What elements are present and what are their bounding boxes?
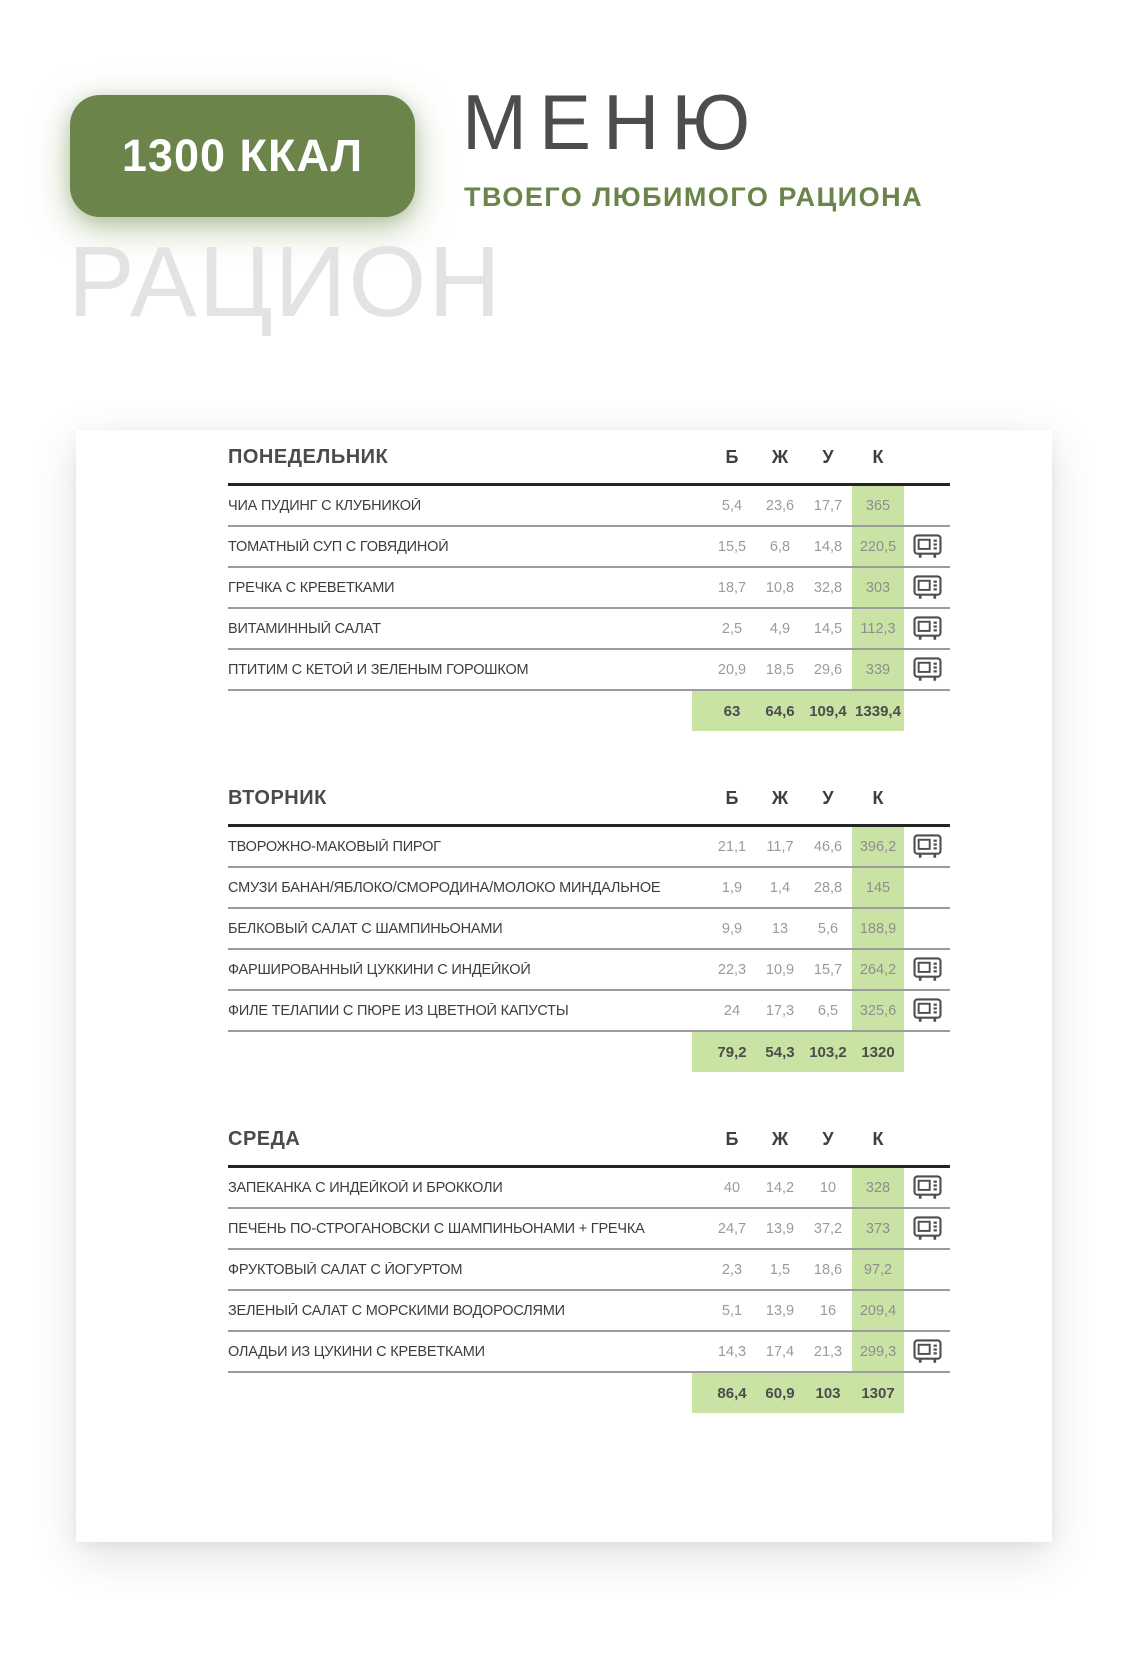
kcal-value: 112,3 bbox=[852, 609, 904, 648]
day-header bbox=[228, 446, 950, 469]
protein-value: 5,4 bbox=[721, 497, 743, 514]
microwave-icon bbox=[913, 534, 942, 559]
dish-name: СМУЗИ БАНАН/ЯБЛОКО/СМОРОДИНА/МОЛОКО МИНДАЛЬНОЕ bbox=[228, 879, 661, 896]
dish-row bbox=[228, 609, 950, 650]
microwave-icon bbox=[913, 616, 942, 641]
dish-row bbox=[228, 1250, 950, 1291]
page-subtitle: ТВОЕГО ЛЮБИМОГО РАЦИОНА bbox=[464, 182, 924, 212]
carbs-value: 5,6 bbox=[817, 920, 839, 937]
dish-name: ЗЕЛЕНЫЙ САЛАТ С МОРСКИМИ ВОДОРОСЛЯМИ bbox=[228, 1302, 565, 1319]
day-title: ВТОРНИК bbox=[228, 787, 327, 809]
column-header-fat: Ж bbox=[771, 447, 789, 467]
carbs-value: 17,7 bbox=[813, 497, 843, 514]
totals-end-spacer bbox=[904, 691, 950, 731]
carbs-value: 32,8 bbox=[813, 579, 843, 596]
dish-name: ФАРШИРОВАННЫЙ ЦУККИНИ С ИНДЕЙКОЙ bbox=[228, 961, 531, 978]
protein-value: 1,9 bbox=[721, 879, 743, 896]
dish-row bbox=[228, 827, 950, 868]
dish-name: ОЛАДЬИ ИЗ ЦУКИНИ С КРЕВЕТКАМИ bbox=[228, 1343, 485, 1360]
calorie-badge: 1300 ККАЛ bbox=[70, 95, 415, 217]
microwave-icon-slot bbox=[904, 1332, 950, 1371]
microwave-icon bbox=[913, 657, 942, 682]
day-totals-row bbox=[228, 1373, 950, 1413]
dish-name: ЗАПЕКАНКА С ИНДЕЙКОЙ И БРОККОЛИ bbox=[228, 1179, 503, 1196]
carbs-value: 29,6 bbox=[813, 661, 843, 678]
total-carbs: 109,4 bbox=[809, 702, 847, 720]
carbs-value: 15,7 bbox=[813, 961, 843, 978]
total-fat: 54,3 bbox=[765, 1043, 795, 1061]
microwave-icon-slot bbox=[904, 827, 950, 866]
kcal-value: 299,3 bbox=[852, 1332, 904, 1371]
total-fat: 64,6 bbox=[765, 702, 795, 720]
carbs-value: 46,6 bbox=[813, 838, 843, 855]
total-protein: 63 bbox=[723, 702, 741, 720]
day-section bbox=[228, 446, 950, 731]
carbs-value: 37,2 bbox=[813, 1220, 843, 1237]
fat-value: 13 bbox=[771, 920, 789, 937]
totals-spacer bbox=[228, 691, 692, 731]
microwave-icon-slot bbox=[904, 650, 950, 689]
total-carbs: 103,2 bbox=[809, 1043, 847, 1061]
carbs-value: 21,3 bbox=[813, 1343, 843, 1360]
carbs-value: 10 bbox=[819, 1179, 837, 1196]
microwave-icon-slot bbox=[904, 1168, 950, 1207]
kcal-value: 396,2 bbox=[852, 827, 904, 866]
kcal-value: 325,6 bbox=[852, 991, 904, 1030]
fat-value: 6,8 bbox=[769, 538, 791, 555]
column-header-kcal: К bbox=[872, 1129, 884, 1149]
dish-row bbox=[228, 868, 950, 909]
kcal-value: 145 bbox=[852, 868, 904, 907]
dish-name: ФИЛЕ ТЕЛАПИИ С ПЮРЕ ИЗ ЦВЕТНОЙ КАПУСТЫ bbox=[228, 1002, 569, 1019]
column-header-protein: Б bbox=[725, 447, 739, 467]
protein-value: 22,3 bbox=[717, 961, 747, 978]
column-header-carbs: У bbox=[822, 447, 834, 467]
total-fat: 60,9 bbox=[765, 1384, 795, 1402]
fat-value: 23,6 bbox=[765, 497, 795, 514]
fat-value: 10,8 bbox=[765, 579, 795, 596]
dish-name: ТВОРОЖНО-МАКОВЫЙ ПИРОГ bbox=[228, 838, 441, 855]
column-header-protein: Б bbox=[725, 1129, 739, 1149]
dish-row bbox=[228, 909, 950, 950]
kcal-value: 339 bbox=[852, 650, 904, 689]
kcal-value: 328 bbox=[852, 1168, 904, 1207]
fat-value: 14,2 bbox=[765, 1179, 795, 1196]
microwave-icon-slot bbox=[904, 1250, 950, 1289]
protein-value: 2,5 bbox=[721, 620, 743, 637]
carbs-value: 14,8 bbox=[813, 538, 843, 555]
microwave-icon bbox=[913, 1216, 942, 1241]
microwave-icon-slot bbox=[904, 868, 950, 907]
dish-row bbox=[228, 1168, 950, 1209]
totals-spacer bbox=[228, 1373, 692, 1413]
dish-name: ГРЕЧКА С КРЕВЕТКАМИ bbox=[228, 579, 395, 596]
kcal-value: 220,5 bbox=[852, 527, 904, 566]
dish-row bbox=[228, 950, 950, 991]
day-section bbox=[228, 1128, 950, 1413]
kcal-value: 97,2 bbox=[852, 1250, 904, 1289]
page-title: МЕНЮ bbox=[462, 78, 763, 166]
protein-value: 20,9 bbox=[717, 661, 747, 678]
fat-value: 1,4 bbox=[769, 879, 791, 896]
protein-value: 15,5 bbox=[717, 538, 747, 555]
day-title: СРЕДА bbox=[228, 1128, 301, 1150]
kcal-value: 188,9 bbox=[852, 909, 904, 948]
carbs-value: 18,6 bbox=[813, 1261, 843, 1278]
kcal-value: 373 bbox=[852, 1209, 904, 1248]
protein-value: 24,7 bbox=[717, 1220, 747, 1237]
microwave-icon-slot bbox=[904, 1291, 950, 1330]
dish-name: ФРУКТОВЫЙ САЛАТ С ЙОГУРТОМ bbox=[228, 1261, 463, 1278]
dish-row bbox=[228, 527, 950, 568]
dish-row bbox=[228, 1209, 950, 1250]
total-kcal: 1320 bbox=[861, 1043, 895, 1061]
microwave-icon-slot bbox=[904, 486, 950, 525]
dish-name: ПЕЧЕНЬ ПО-СТРОГАНОВСКИ С ШАМПИНЬОНАМИ + ГРЕЧКА bbox=[228, 1220, 645, 1237]
fat-value: 10,9 bbox=[765, 961, 795, 978]
dish-row bbox=[228, 991, 950, 1032]
total-protein: 79,2 bbox=[717, 1043, 747, 1061]
carbs-value: 28,8 bbox=[813, 879, 843, 896]
totals-band bbox=[692, 1032, 904, 1072]
kcal-value: 365 bbox=[852, 486, 904, 525]
microwave-icon bbox=[913, 575, 942, 600]
column-header-carbs: У bbox=[822, 1129, 834, 1149]
total-kcal: 1339,4 bbox=[855, 702, 901, 720]
microwave-icon-slot bbox=[904, 991, 950, 1030]
microwave-icon-slot bbox=[904, 1209, 950, 1248]
dish-name: ЧИА ПУДИНГ С КЛУБНИКОЙ bbox=[228, 497, 422, 514]
kcal-value: 264,2 bbox=[852, 950, 904, 989]
fat-value: 11,7 bbox=[766, 838, 794, 855]
protein-value: 2,3 bbox=[721, 1261, 743, 1278]
protein-value: 14,3 bbox=[717, 1343, 747, 1360]
dish-name: ВИТАМИННЫЙ САЛАТ bbox=[228, 620, 381, 637]
carbs-value: 14,5 bbox=[813, 620, 843, 637]
totals-end-spacer bbox=[904, 1032, 950, 1072]
dish-row bbox=[228, 650, 950, 691]
fat-value: 13,9 bbox=[765, 1220, 795, 1237]
dish-rows bbox=[228, 1165, 950, 1373]
day-header bbox=[228, 787, 950, 810]
totals-band bbox=[692, 691, 904, 731]
fat-value: 17,4 bbox=[765, 1343, 795, 1360]
column-header-protein: Б bbox=[725, 788, 739, 808]
kcal-value: 209,4 bbox=[852, 1291, 904, 1330]
fat-value: 1,5 bbox=[769, 1261, 791, 1278]
microwave-icon-slot bbox=[904, 568, 950, 607]
fat-value: 18,5 bbox=[765, 661, 795, 678]
kcal-value: 303 bbox=[852, 568, 904, 607]
protein-value: 40 bbox=[723, 1179, 741, 1196]
microwave-icon-slot bbox=[904, 950, 950, 989]
fat-value: 13,9 bbox=[765, 1302, 795, 1319]
totals-end-spacer bbox=[904, 1373, 950, 1413]
totals-spacer bbox=[228, 1032, 692, 1072]
dish-row bbox=[228, 568, 950, 609]
day-header bbox=[228, 1128, 950, 1151]
column-header-carbs: У bbox=[822, 788, 834, 808]
dish-name: ТОМАТНЫЙ СУП С ГОВЯДИНОЙ bbox=[228, 538, 449, 555]
microwave-icon bbox=[913, 1175, 942, 1200]
column-header-fat: Ж bbox=[771, 788, 789, 808]
day-title: ПОНЕДЕЛЬНИК bbox=[228, 446, 389, 468]
microwave-icon-slot bbox=[904, 527, 950, 566]
microwave-icon bbox=[913, 957, 942, 982]
column-header-kcal: К bbox=[872, 447, 884, 467]
dish-row bbox=[228, 486, 950, 527]
protein-value: 9,9 bbox=[721, 920, 743, 937]
microwave-icon bbox=[913, 1339, 942, 1364]
column-header-fat: Ж bbox=[771, 1129, 789, 1149]
protein-value: 5,1 bbox=[721, 1302, 743, 1319]
column-header-kcal: К bbox=[872, 788, 884, 808]
dish-row bbox=[228, 1291, 950, 1332]
fat-value: 4,9 bbox=[769, 620, 791, 637]
totals-band bbox=[692, 1373, 904, 1413]
total-kcal: 1307 bbox=[861, 1384, 895, 1402]
protein-value: 18,7 bbox=[717, 579, 747, 596]
dish-name: ПТИТИМ С КЕТОЙ И ЗЕЛЕНЫМ ГОРОШКОМ bbox=[228, 661, 529, 678]
dish-rows bbox=[228, 824, 950, 1032]
microwave-icon bbox=[913, 834, 942, 859]
dish-rows bbox=[228, 483, 950, 691]
day-totals-row bbox=[228, 691, 950, 731]
dish-name: БЕЛКОВЫЙ САЛАТ С ШАМПИНЬОНАМИ bbox=[228, 920, 503, 937]
carbs-value: 6,5 bbox=[817, 1002, 839, 1019]
fat-value: 17,3 bbox=[765, 1002, 795, 1019]
watermark-text: РАЦИОН bbox=[68, 226, 503, 338]
dish-row bbox=[228, 1332, 950, 1373]
protein-value: 21,1 bbox=[717, 838, 747, 855]
microwave-icon-slot bbox=[904, 909, 950, 948]
protein-value: 24 bbox=[723, 1002, 741, 1019]
day-totals-row bbox=[228, 1032, 950, 1072]
days-container bbox=[228, 446, 1052, 1413]
microwave-icon bbox=[913, 998, 942, 1023]
day-section bbox=[228, 787, 950, 1072]
microwave-icon-slot bbox=[904, 609, 950, 648]
total-protein: 86,4 bbox=[717, 1384, 747, 1402]
total-carbs: 103 bbox=[815, 1384, 841, 1402]
menu-card bbox=[76, 430, 1052, 1542]
carbs-value: 16 bbox=[819, 1302, 837, 1319]
